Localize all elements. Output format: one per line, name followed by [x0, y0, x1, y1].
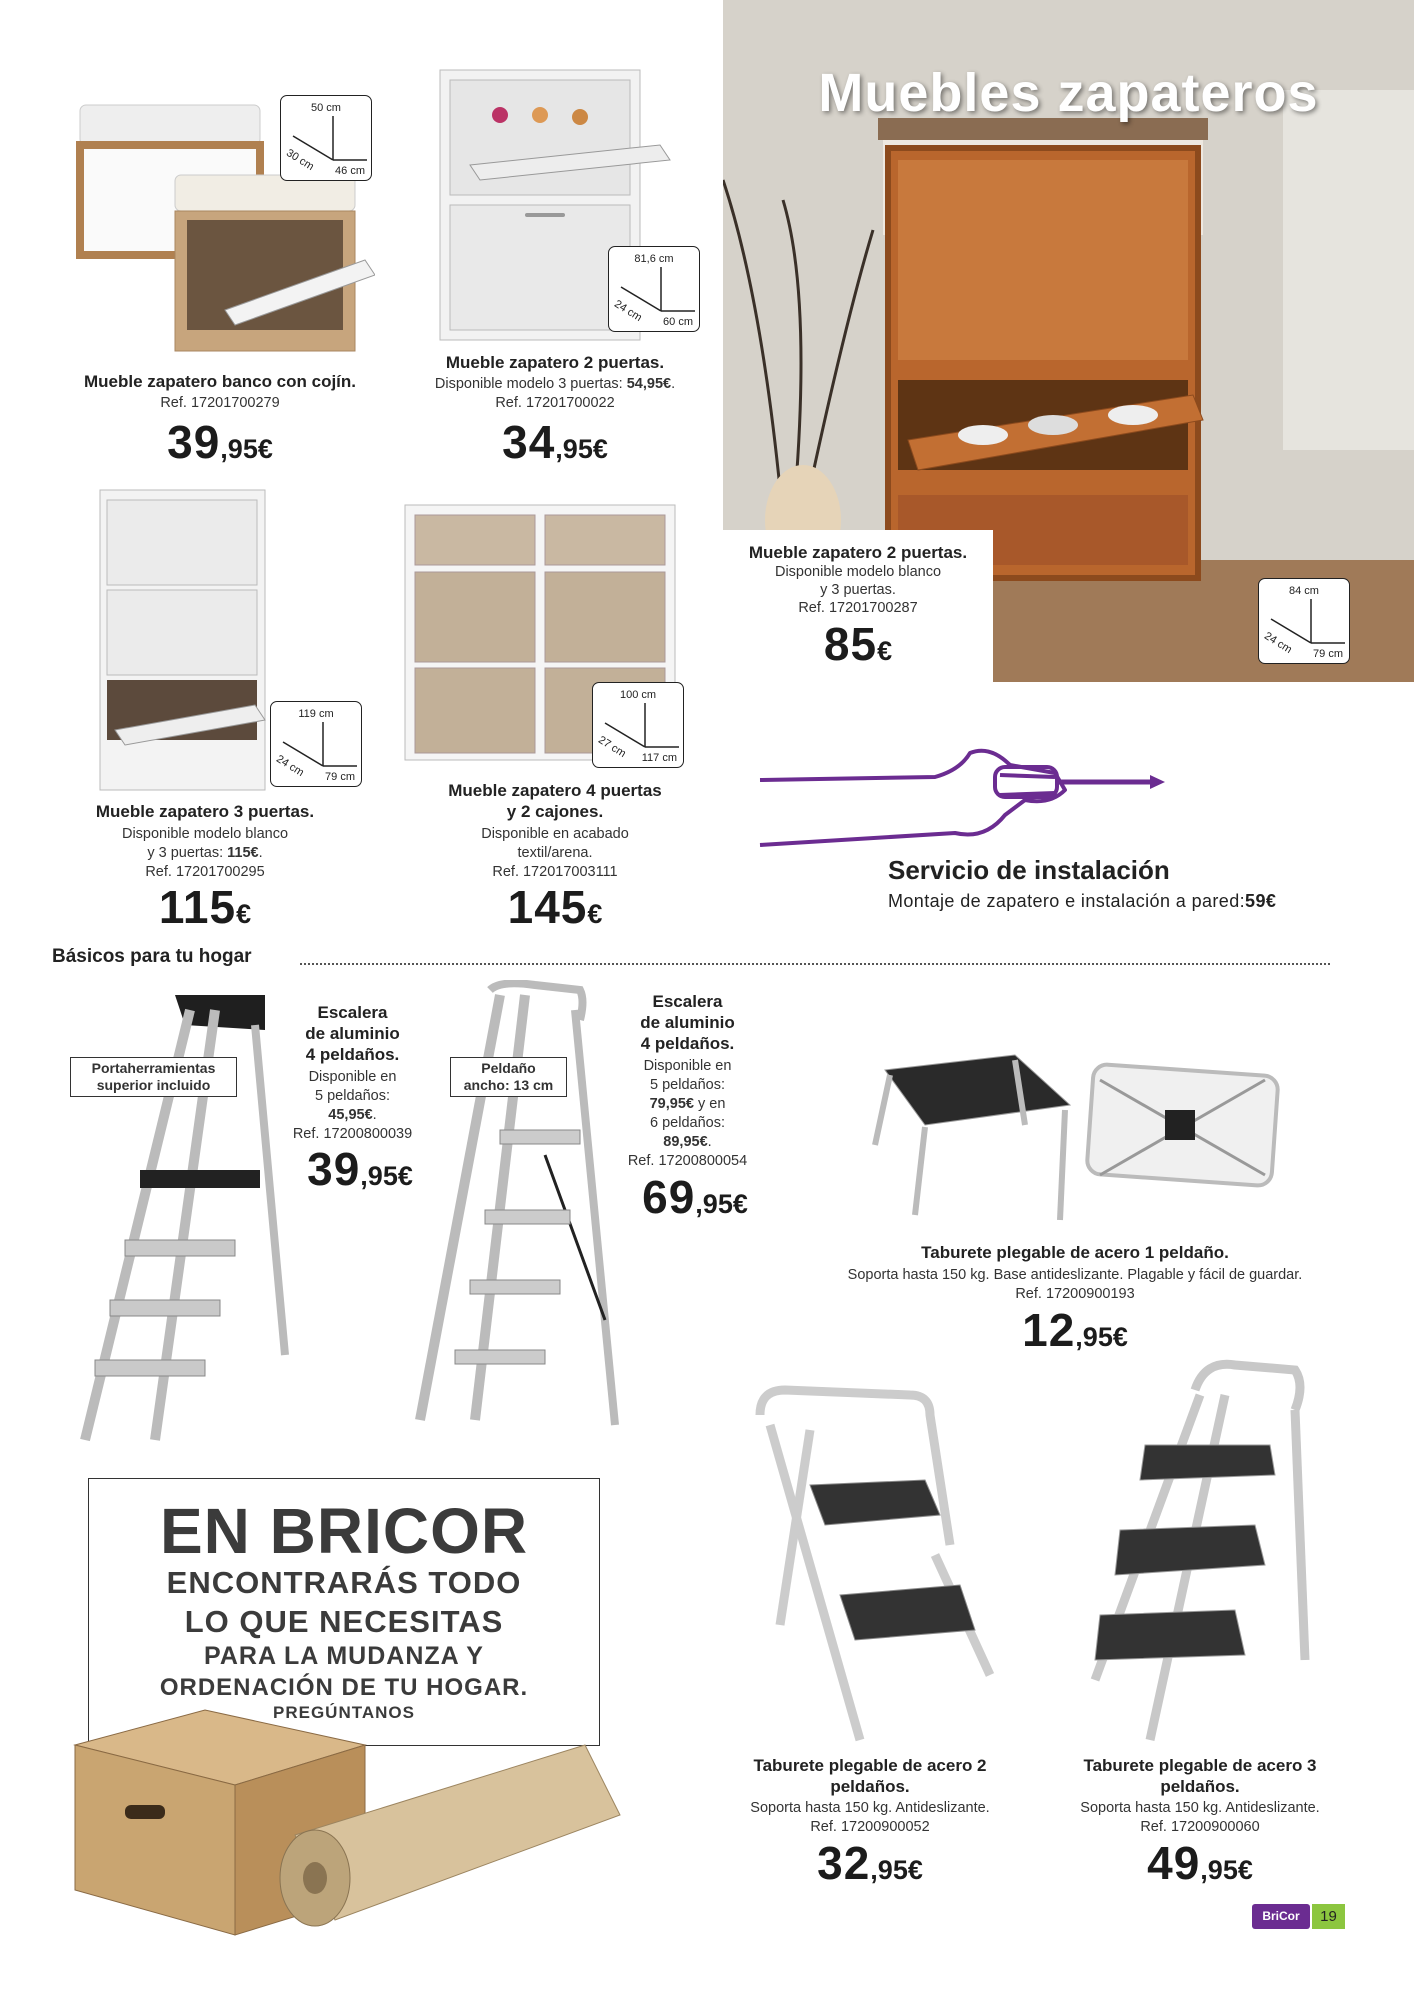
product-name: Taburete plegable de acero 2 — [753, 1756, 987, 1775]
product-desc: 6 peldaños: — [650, 1115, 725, 1131]
ladder-1-image — [55, 985, 295, 1455]
product-name: Mueble zapatero banco con cojín. — [83, 372, 357, 391]
dim-depth: 30 cm — [284, 146, 316, 174]
product-name: Mueble zapatero 4 puertas — [448, 781, 662, 800]
product-ref: Ref. 17201700295 — [145, 864, 265, 880]
product-ref: Ref. 17201700279 — [160, 395, 280, 411]
price-currency: € — [236, 899, 252, 929]
hero-banner — [723, 0, 1414, 682]
price-integer: 145 — [507, 881, 588, 933]
dim-depth: 24 cm — [612, 297, 644, 325]
product-name: 4 peldaños. — [640, 1034, 735, 1053]
hero-title: Muebles zapateros — [818, 63, 1319, 123]
product-ref: Ref. 17201700287 — [798, 600, 918, 616]
product-desc: Soporta hasta 150 kg. Antideslizante. — [750, 1800, 990, 1816]
product-name: peldaños. — [1160, 1777, 1240, 1796]
product-desc: Disponible en acabado — [481, 826, 629, 842]
product-ref: Ref. 17200900052 — [810, 1819, 930, 1835]
price-integer: 34 — [502, 416, 556, 468]
product-desc: 45,95€. — [328, 1107, 377, 1123]
product-name: peldaños. — [830, 1777, 910, 1796]
stool-2-image — [750, 1385, 1000, 1745]
dim-width: 79 cm — [325, 771, 355, 783]
promo-line: LO QUE NECESITAS — [184, 1604, 504, 1639]
service-title: Servicio de instalación — [888, 855, 1170, 885]
price-decimal: ,95€ — [1075, 1322, 1128, 1352]
stool-3-image — [1085, 1350, 1315, 1750]
price-decimal: ,95€ — [1200, 1855, 1253, 1885]
product-desc: 79,95€ y en — [649, 1096, 726, 1112]
price-decimal: ,95€ — [695, 1189, 748, 1219]
dim-height: 100 cm — [619, 689, 657, 701]
product-name: 4 peldaños. — [305, 1045, 400, 1064]
price-integer: 32 — [817, 1837, 871, 1889]
product-desc: Disponible modelo blanco — [121, 826, 289, 842]
dim-height: 84 cm — [1289, 585, 1319, 597]
dim-height: 81,6 cm — [634, 253, 674, 265]
product-price — [40, 415, 400, 469]
service-price: 59€ — [1245, 891, 1277, 911]
product-desc: Disponible modelo 3 puertas: 54,95€. — [434, 376, 676, 392]
product-ref: Ref. 17201700022 — [495, 395, 615, 411]
product-name: de aluminio — [305, 1024, 400, 1043]
dim-width: 79 cm — [1313, 648, 1343, 660]
product-price — [723, 617, 993, 671]
section-divider — [300, 963, 1330, 965]
dim-height: 119 cm — [298, 708, 334, 720]
product-price — [720, 1836, 1020, 1890]
hero-dimensions — [1258, 578, 1350, 664]
price-decimal: ,95€ — [360, 1161, 413, 1191]
price-integer: 39 — [167, 416, 221, 468]
product-name: Mueble zapatero 2 puertas. — [748, 543, 968, 562]
cuatro-puertas-dimensions — [592, 682, 684, 768]
stool-1-image — [865, 1045, 1285, 1235]
product-desc: 5 peldaños: — [315, 1088, 390, 1104]
promo-line: ORDENACIÓN DE TU HOGAR. — [159, 1674, 529, 1701]
dim-width: 117 cm — [641, 752, 677, 764]
price-currency: € — [877, 636, 893, 666]
page-number: 19 — [1312, 1904, 1345, 1929]
dim-depth: 27 cm — [596, 733, 628, 761]
product-name: Mueble zapatero 3 puertas. — [95, 802, 315, 821]
product-desc: y 3 puertas. — [820, 582, 896, 598]
product-name: de aluminio — [640, 1013, 735, 1032]
product-desc: Disponible en — [643, 1058, 732, 1074]
dim-depth: 24 cm — [1262, 629, 1294, 657]
ladder-2-image — [405, 980, 625, 1460]
product-price — [1050, 1836, 1350, 1890]
product-desc: 89,95€. — [663, 1134, 712, 1150]
product-price — [380, 880, 730, 934]
product-desc: textil/arena. — [517, 845, 593, 861]
product-price — [770, 1303, 1380, 1357]
product-ref: Ref. 17200800039 — [292, 1126, 413, 1142]
product-ref: Ref. 17200900060 — [1140, 1819, 1260, 1835]
product-name: Escalera — [317, 1003, 388, 1022]
banco-dimensions — [280, 95, 372, 181]
product-desc: Disponible en — [308, 1069, 397, 1085]
dim-width: 46 cm — [335, 165, 365, 177]
product-ref: Ref. 17200900193 — [1015, 1286, 1135, 1302]
product-desc: Soporta hasta 150 kg. Antideslizante. — [1080, 1800, 1320, 1816]
product-price — [40, 880, 370, 934]
price-integer: 39 — [307, 1143, 361, 1195]
promo-heading: EN BRICOR — [159, 1495, 529, 1567]
price-currency: € — [587, 899, 603, 929]
product-name: Escalera — [652, 992, 723, 1011]
product-desc: Soporta hasta 150 kg. Base antideslizante. Plagable y fácil de guardar. — [847, 1267, 1303, 1283]
dos-puertas-dimensions — [608, 246, 700, 332]
product-ref: Ref. 17200800054 — [627, 1153, 748, 1169]
product-price — [380, 415, 730, 469]
price-integer: 85 — [823, 618, 878, 670]
product-desc: Disponible modelo blanco — [774, 564, 942, 580]
price-decimal: ,95€ — [220, 434, 273, 464]
dim-depth: 24 cm — [274, 752, 306, 780]
product-name: Taburete plegable de acero 1 peldaño. — [921, 1243, 1229, 1262]
price-integer: 12 — [1022, 1304, 1076, 1356]
promo-line: PARA LA MUDANZA Y — [204, 1642, 484, 1670]
ladder-2-tag: Peldaño ancho: 13 cm — [450, 1057, 567, 1097]
dim-height: 50 cm — [311, 102, 341, 114]
moving-box-image — [65, 1705, 625, 1945]
section-title: Básicos para tu hogar — [52, 946, 252, 967]
hero-product-card — [723, 530, 993, 682]
product-desc: 5 peldaños: — [650, 1077, 725, 1093]
service-desc: Montaje de zapatero e instalación a pared:59€ — [888, 891, 1277, 911]
product-name: y 2 cajones. — [506, 802, 604, 821]
price-integer: 115 — [158, 881, 237, 933]
product-desc: y 3 puertas: 115€. — [147, 845, 263, 861]
tres-puertas-image — [95, 480, 275, 800]
dim-width: 60 cm — [663, 316, 693, 328]
ladder-1-tag: Portaherramientas superior incluido — [70, 1057, 237, 1097]
price-integer: 49 — [1147, 1837, 1201, 1889]
product-name: Mueble zapatero 2 puertas. — [445, 353, 665, 372]
product-ref: Ref. 172017003111 — [492, 864, 618, 880]
promo-line: PREGÚNTANOS — [273, 1703, 415, 1722]
hand-screwdriver-icon — [755, 745, 1175, 850]
promo-line: ENCONTRARÁS TODO — [166, 1565, 522, 1600]
product-name: Taburete plegable de acero 3 — [1083, 1756, 1317, 1775]
price-decimal: ,95€ — [870, 1855, 923, 1885]
bricor-logo: BriCor — [1252, 1904, 1310, 1929]
price-decimal: ,95€ — [555, 434, 608, 464]
product-price — [605, 1170, 785, 1224]
tres-puertas-dimensions — [270, 701, 362, 787]
price-integer: 69 — [642, 1171, 696, 1223]
